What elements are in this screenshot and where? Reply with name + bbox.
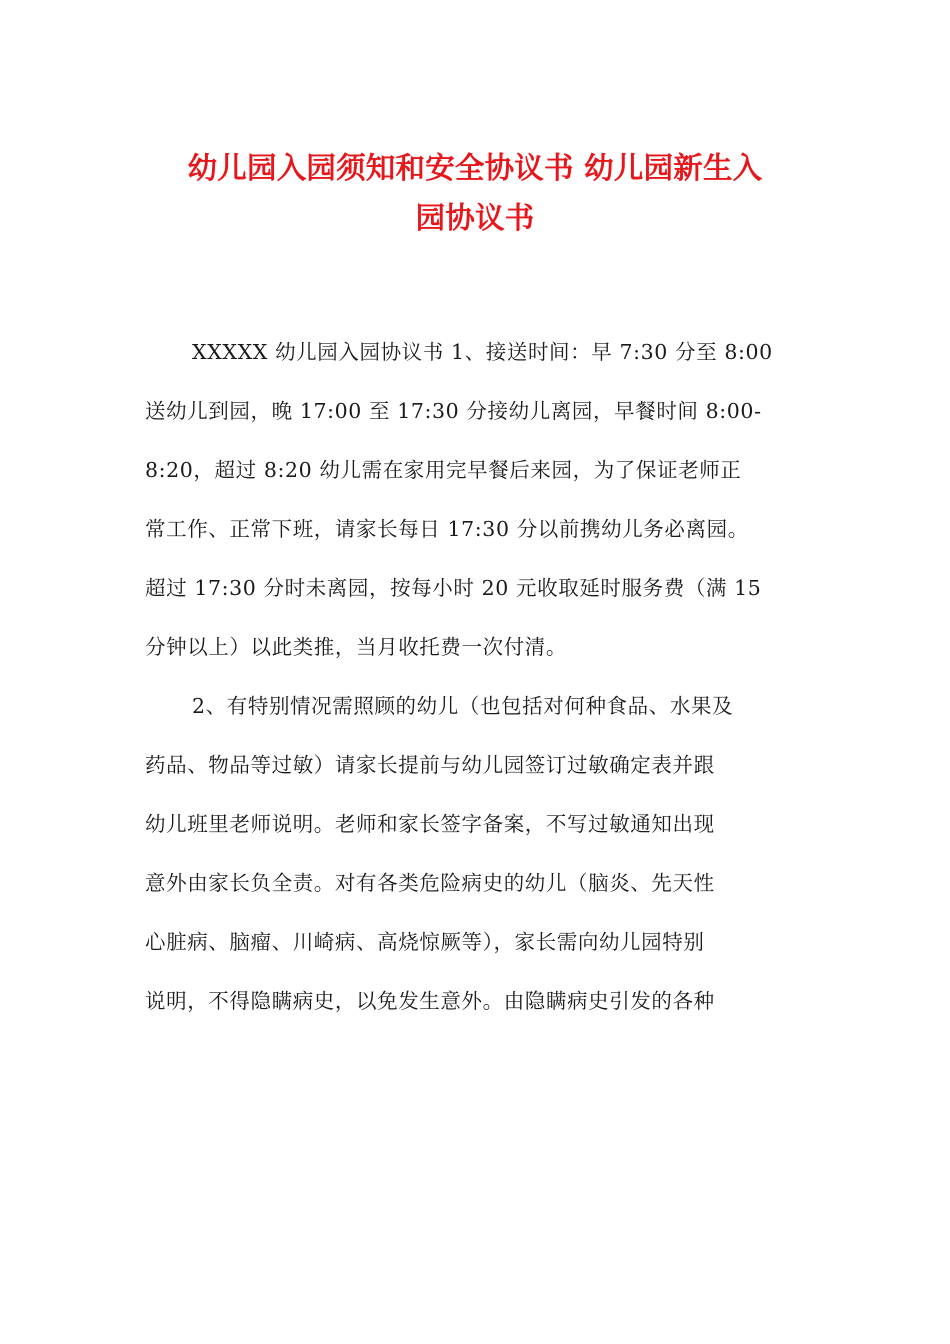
- paragraph-1-line-6: 分钟以上）以此类推，当月收托费一次付清。: [145, 635, 567, 659]
- paragraph-2-line-2: 药品、物品等过敏）请家长提前与幼儿园签订过敏确定表并跟: [145, 753, 715, 777]
- paragraph-2-line-6: 说明，不得隐瞒病史，以免发生意外。由隐瞒病史引发的各种: [145, 989, 715, 1013]
- paragraph-1-line-4: 常工作、正常下班，请家长每日 17:30 分以前携幼儿务必离园。: [145, 517, 749, 541]
- paragraph-1-line-1: XXXXX 幼儿园入园协议书 1、接送时间：早 7:30 分至 8:00: [192, 340, 773, 364]
- paragraph-1-line-2: 送幼儿到园，晚 17:00 至 17:30 分接幼儿离园，早餐时间 8:00-: [145, 399, 762, 423]
- paragraph-1-line-5: 超过 17:30 分时未离园，按每小时 20 元收取延时服务费（满 15: [145, 576, 762, 600]
- paragraph-1-line-3: 8:20，超过 8:20 幼儿需在家用完早餐后来园，为了保证老师正: [145, 458, 742, 482]
- paragraph-2-line-1: 2、有特别情况需照顾的幼儿（也包括对何种食品、水果及: [192, 694, 734, 718]
- document-body: [145, 323, 810, 1031]
- title-line-2: 园协议书: [415, 201, 535, 235]
- paragraph-2-line-5: 心脏病、脑瘤、川崎病、高烧惊厥等），家长需向幼儿园特别: [145, 930, 705, 954]
- title-line-1: 幼儿园入园须知和安全协议书 幼儿园新生入: [187, 151, 763, 185]
- document-title: [140, 143, 810, 243]
- paragraph-2-line-3: 幼儿班里老师说明。老师和家长签字备案，不写过敏通知出现: [145, 812, 715, 836]
- paragraph-2-line-4: 意外由家长负全责。对有各类危险病史的幼儿（脑炎、先天性: [145, 871, 715, 895]
